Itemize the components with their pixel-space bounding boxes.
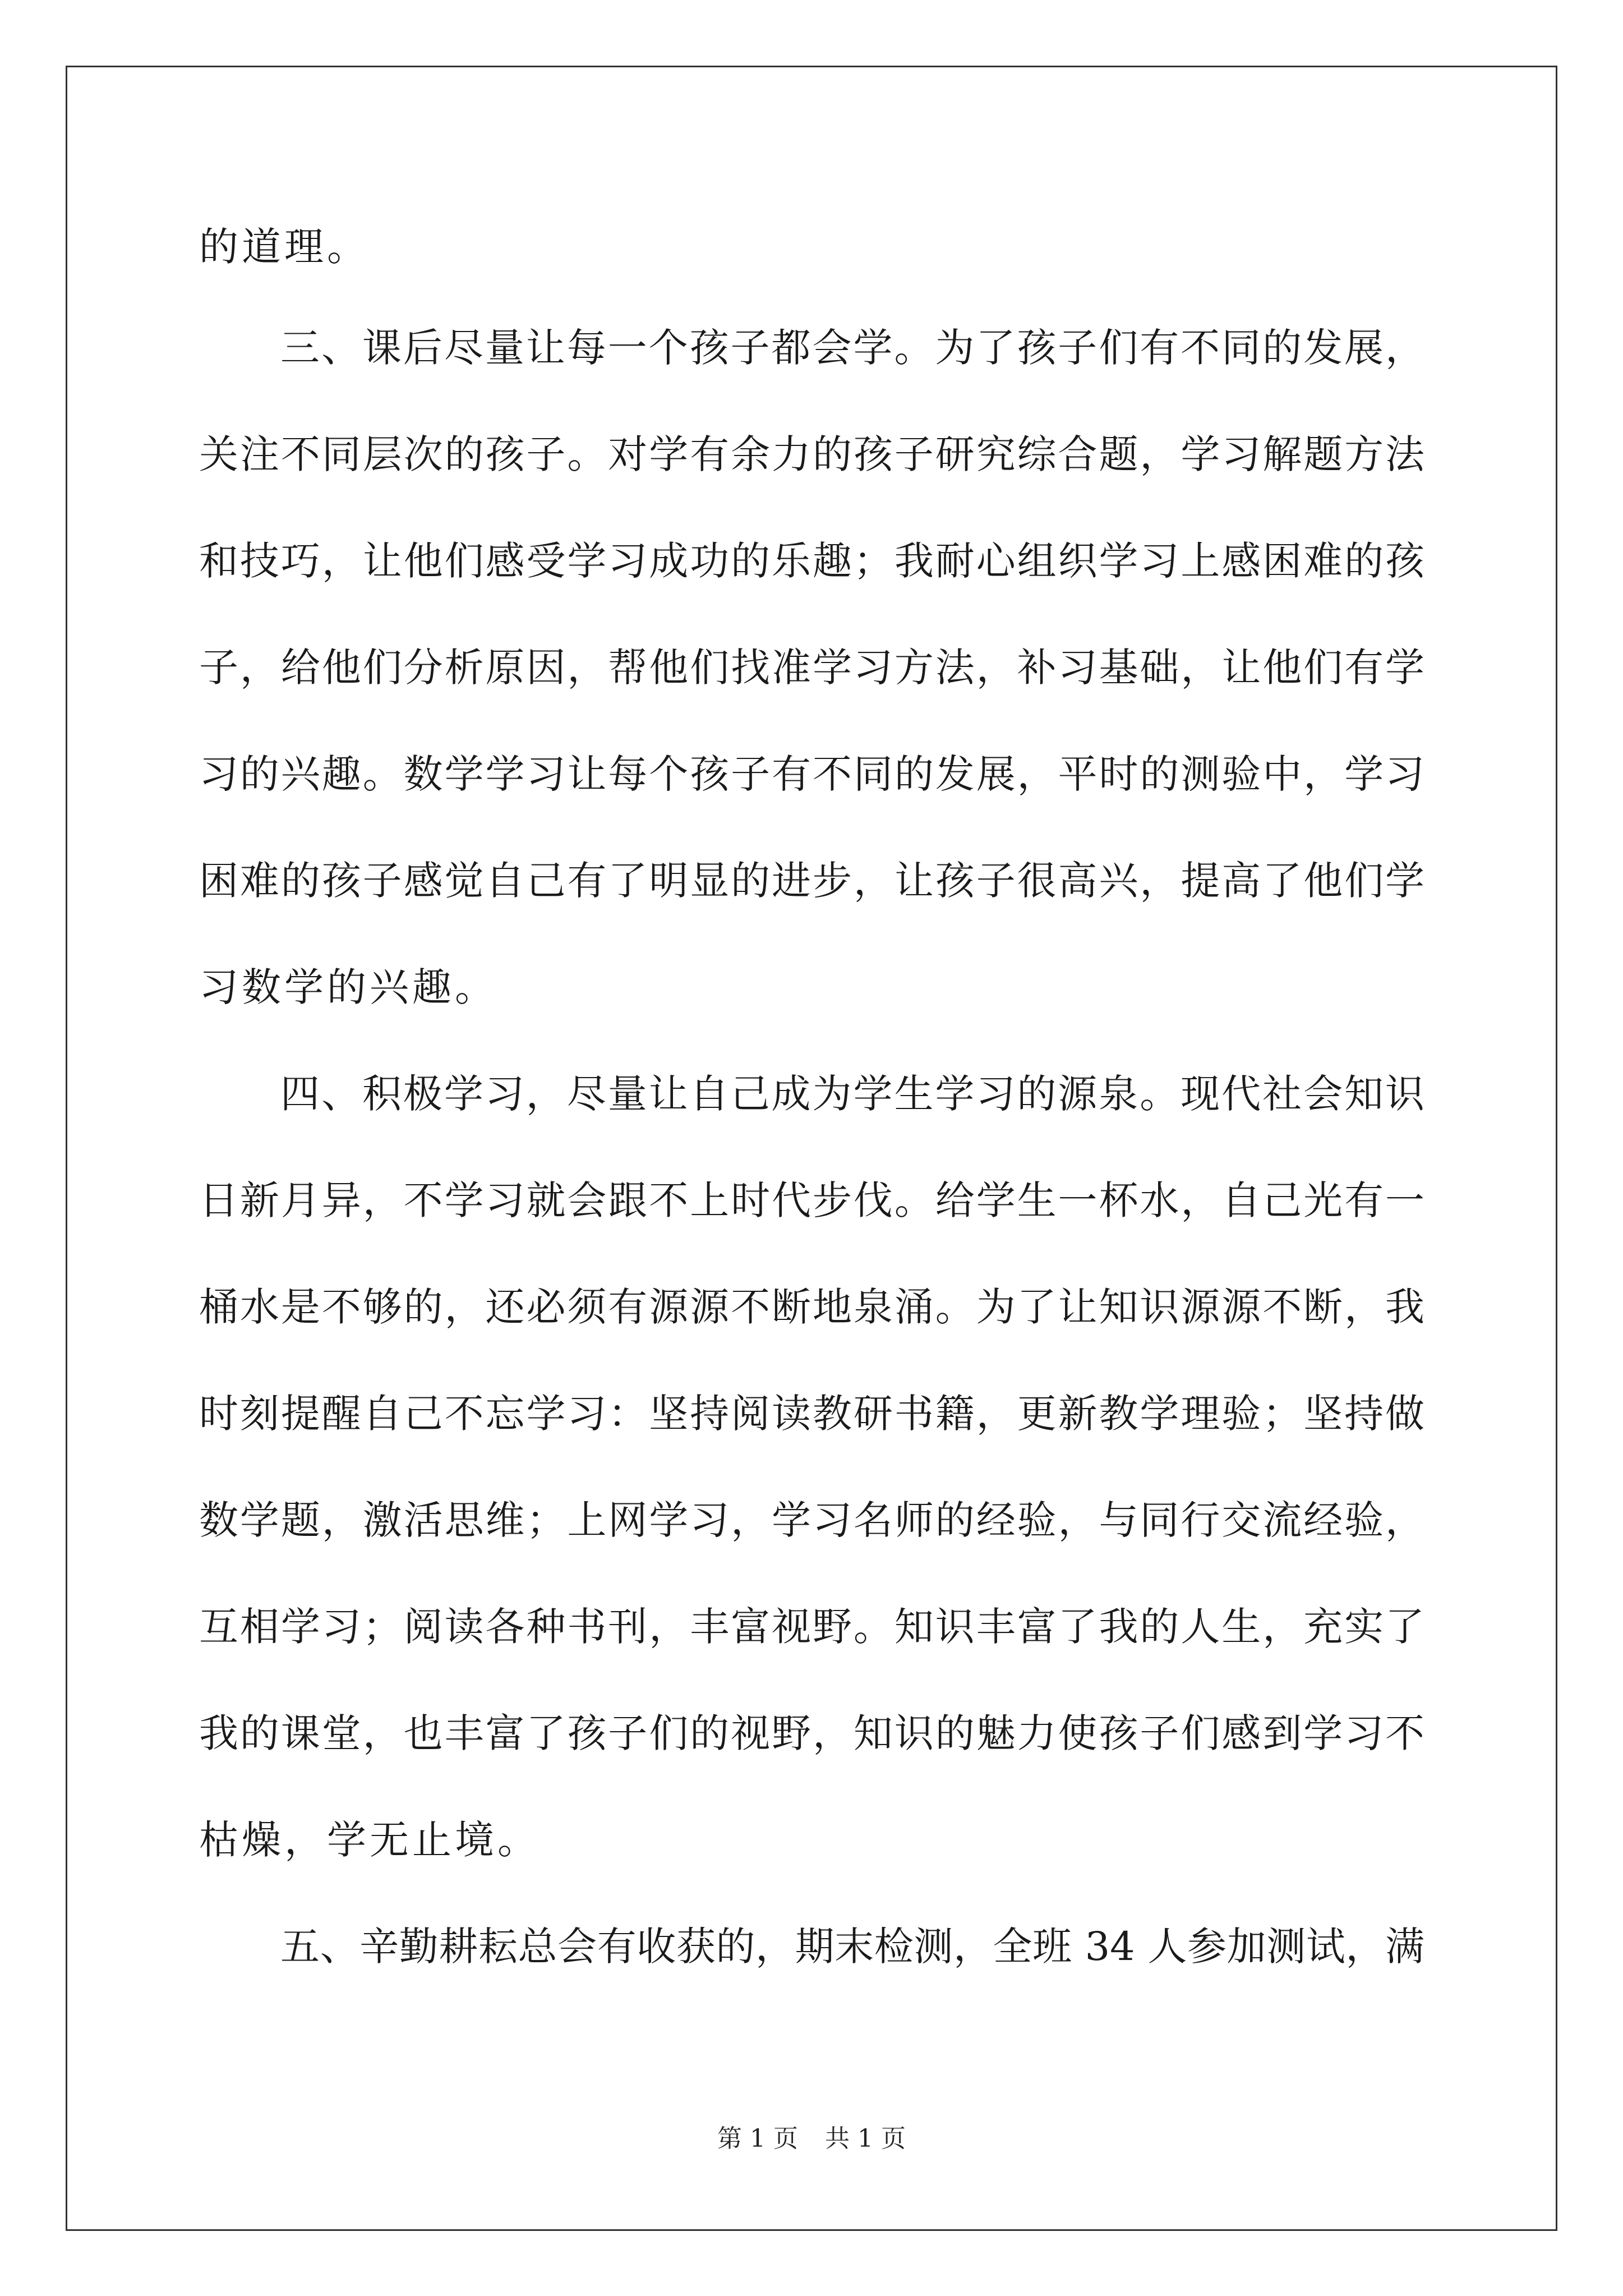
page-footer [0, 2123, 1623, 2155]
text-line: 困难的孩子感觉自己有了明显的进步，让孩子很高兴，提高了他们学 [199, 858, 1424, 904]
page-number-total: 共 1 页 [825, 2124, 906, 2153]
text-line: 习数学的兴趣。 [199, 964, 497, 1010]
text-line: 枯燥，学无止境。 [199, 1817, 540, 1863]
text-line: 数学题，激活思维；上网学习，学习名师的经验，与同行交流经验， [199, 1497, 1424, 1543]
text-line: 的道理。 [199, 224, 370, 270]
text-line: 时刻提醒自己不忘学习：坚持阅读教研书籍，更新教学理验；坚持做 [199, 1391, 1424, 1437]
page-border [66, 66, 1557, 2231]
page-number-current: 第 1 页 [717, 2124, 798, 2153]
text-line: 桶水是不够的，还必须有源源不断地泉涌。为了让知识源源不断，我 [199, 1284, 1424, 1330]
paragraph-start-line: 五、辛勤耕耘总会有收获的，期末检测，全班 34 人参加测试，满 [280, 1924, 1424, 1970]
text-line: 关注不同层次的孩子。对学有余力的孩子研究综合题，学习解题方法 [199, 431, 1424, 477]
paragraph-start-line: 四、积极学习，尽量让自己成为学生学习的源泉。现代社会知识 [280, 1071, 1424, 1117]
text-line: 子，给他们分析原因，帮他们找准学习方法，补习基础，让他们有学 [199, 645, 1424, 691]
text-line: 习的兴趣。数学学习让每个孩子有不同的发展，平时的测验中，学习 [199, 751, 1424, 797]
text-line: 和技巧，让他们感受学习成功的乐趣；我耐心组织学习上感困难的孩 [199, 538, 1424, 584]
text-line: 我的课堂，也丰富了孩子们的视野，知识的魅力使孩子们感到学习不 [199, 1710, 1424, 1756]
paragraph-start-line: 三、课后尽量让每一个孩子都会学。为了孩子们有不同的发展， [280, 325, 1424, 371]
text-line: 互相学习；阅读各种书刊，丰富视野。知识丰富了我的人生，充实了 [199, 1604, 1424, 1650]
text-line: 日新月异，不学习就会跟不上时代步伐。给学生一杯水，自己光有一 [199, 1177, 1424, 1223]
